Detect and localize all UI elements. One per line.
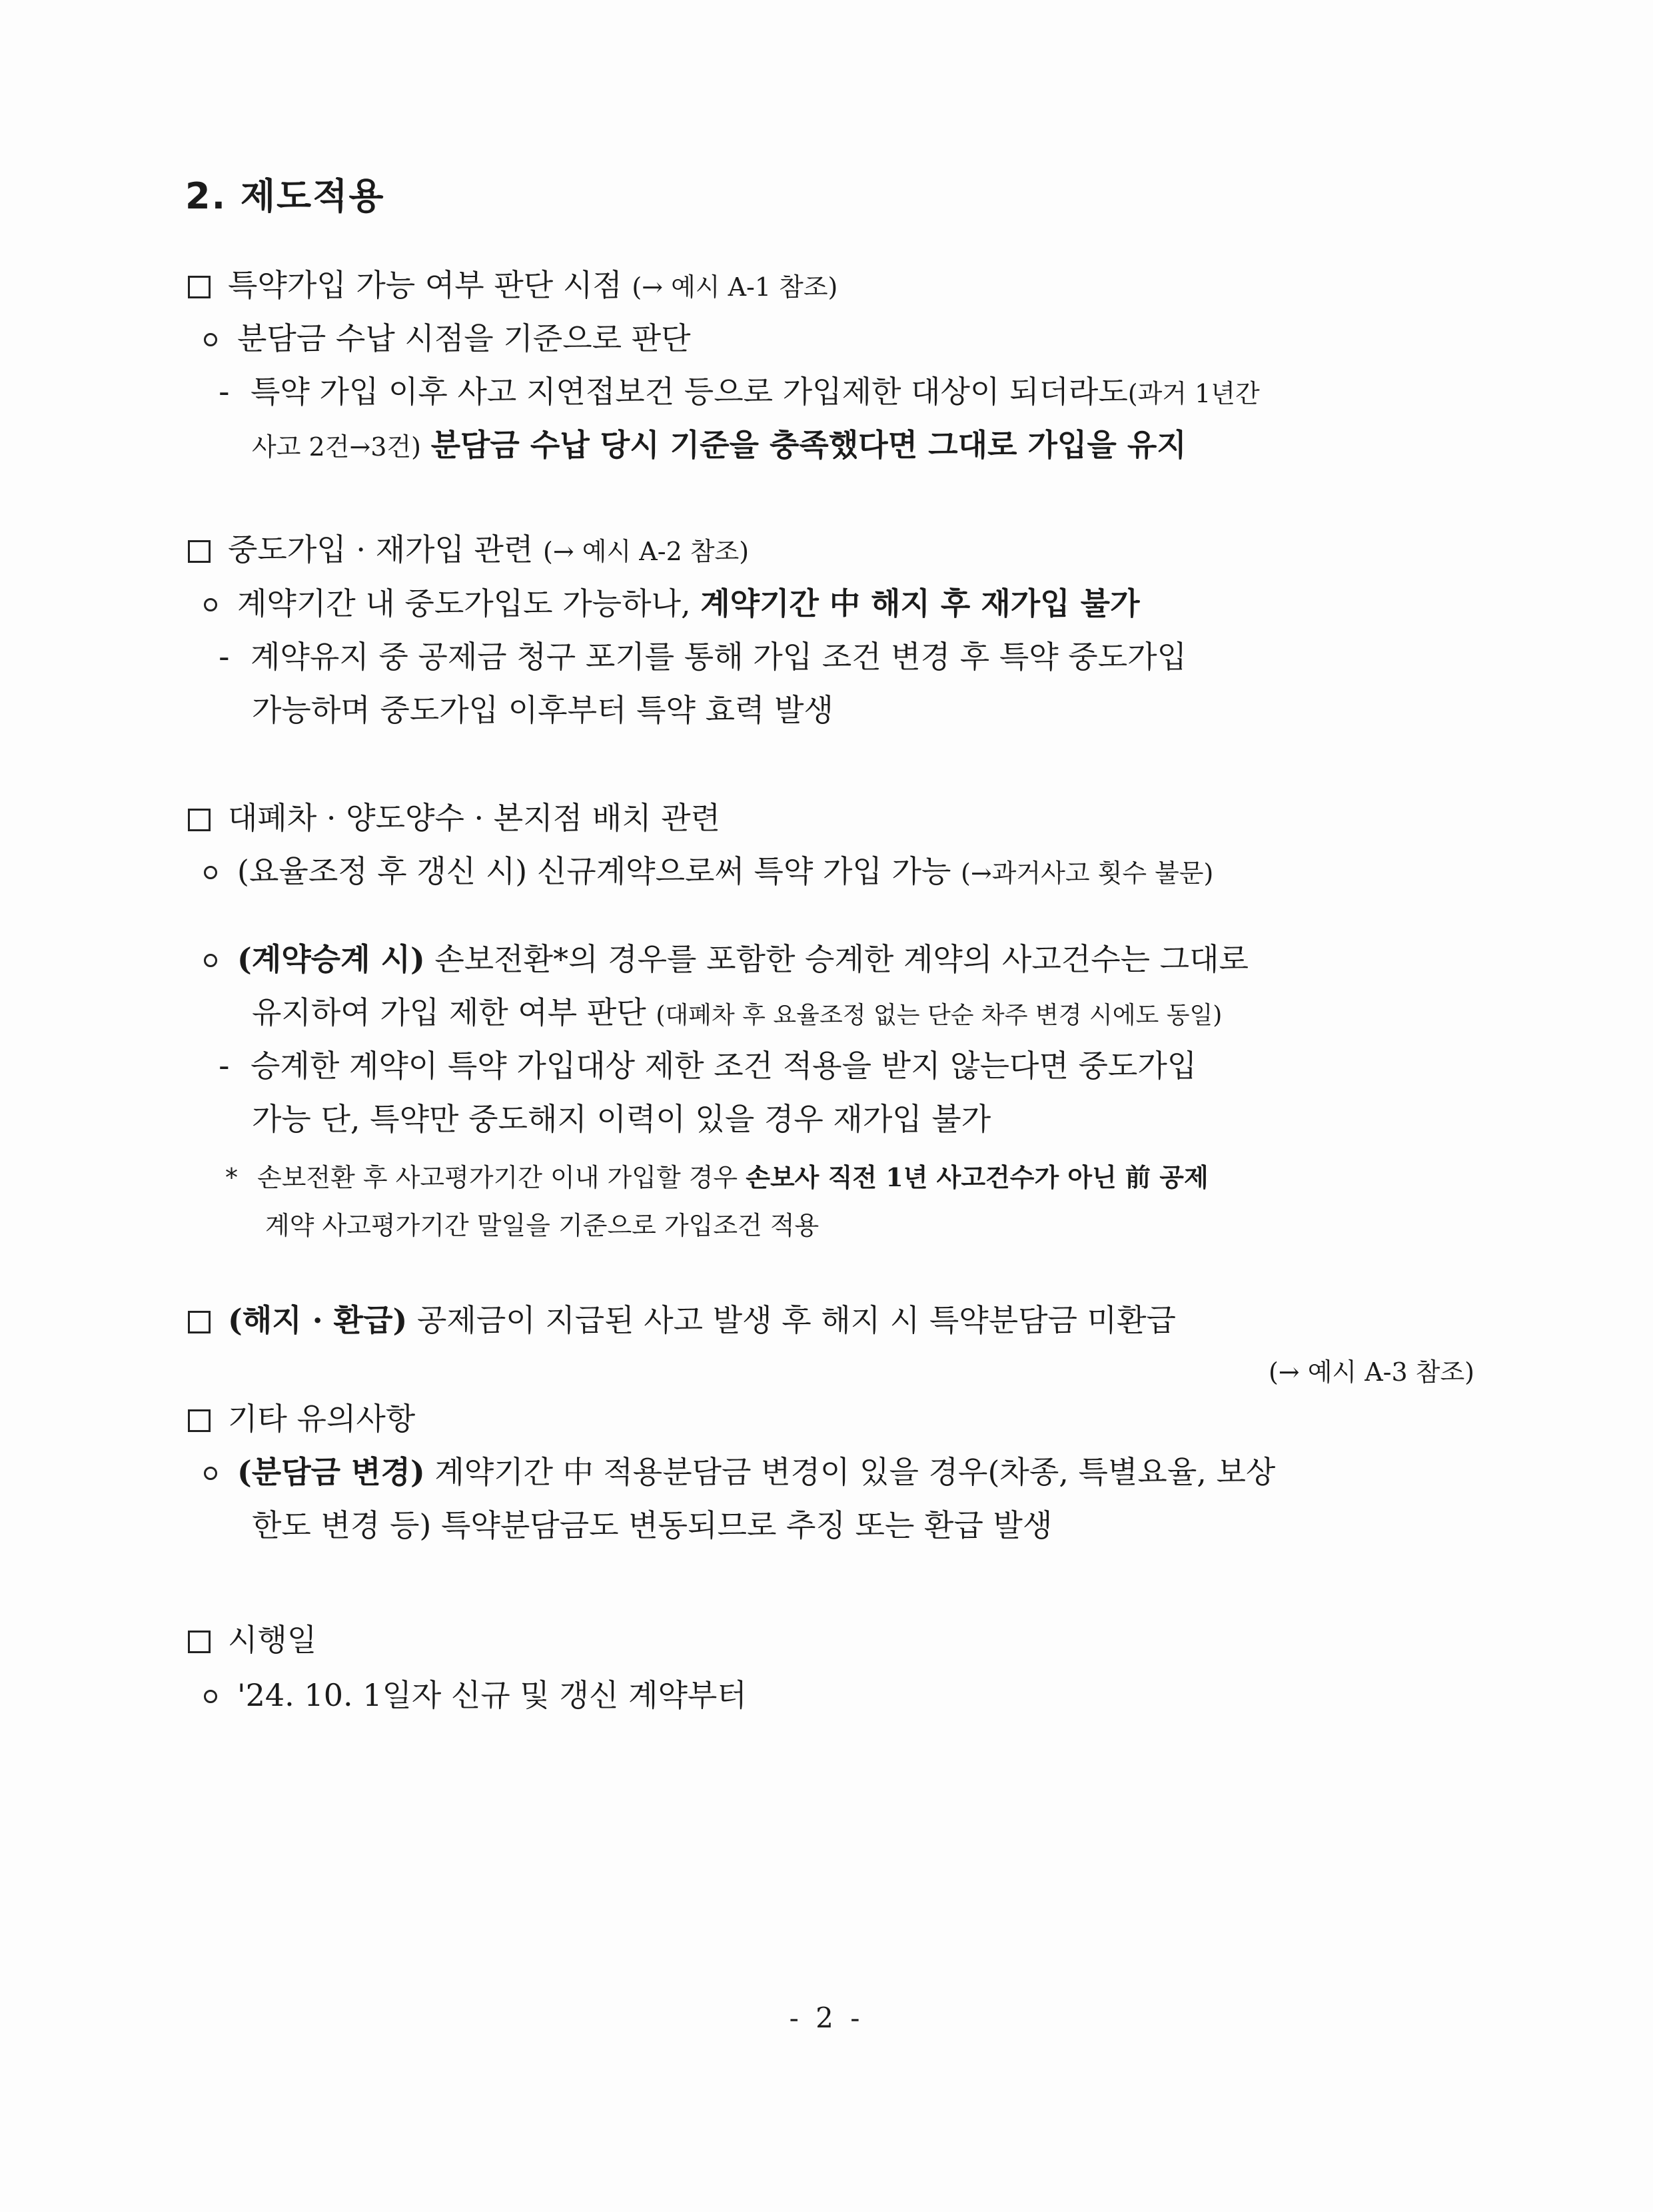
s5-c1-a: (분담금 변경) [237, 1454, 425, 1490]
asterisk-note-marker: * [225, 1163, 238, 1192]
s2-d1-cont-line [252, 690, 833, 730]
s3-c2-a: (계약승계 시) [237, 941, 425, 977]
s3-star-a: 손보전환 후 사고평가기간 이내 가입할 경우 [257, 1163, 738, 1192]
s3-c2-line [201, 939, 1249, 979]
s2-c1-b: 계약기간 中 해지 후 재가입 불가 [700, 585, 1140, 621]
s2-c1-line [201, 583, 1140, 623]
s5-title-line [188, 1399, 415, 1439]
dash-bullet: - [219, 639, 230, 675]
s3-star-b: 손보사 직전 1년 사고건수가 아닌 前 공제 [746, 1162, 1209, 1192]
s1-d1-cont-paren: 사고 2건→3건) [252, 432, 421, 462]
s3-d1-cont-line [252, 1099, 991, 1139]
s2-d1-cont: 가능하며 중도가입 이후부터 특약 효력 발생 [252, 692, 833, 728]
s3-c1-line [201, 851, 1213, 893]
s3-star-cont-line [265, 1206, 819, 1246]
s3-c1-b: (→과거사고 횟수 불문) [961, 859, 1214, 888]
s3-c2-b: 손보전환*의 경우를 포함한 승계한 계약의 사고건수는 그대로 [434, 941, 1249, 977]
circle-bullet-icon [204, 598, 217, 611]
s3-c2-cont-line [252, 992, 1222, 1036]
s5-c1-cont: 한도 변경 등) 특약분담금도 변동되므로 추징 또는 환급 발생 [252, 1507, 1053, 1543]
section-heading: 2. 제도적용 [185, 175, 385, 217]
s2-title-line [188, 530, 749, 571]
s1-ref: (→ 예시 A-1 참조) [632, 272, 838, 302]
circle-bullet-icon [204, 866, 217, 879]
s1-d1-paren: (과거 1년간 [1127, 379, 1260, 408]
s6-c1-line [201, 1675, 747, 1715]
s4-ref: (→ 예시 A-3 참조) [1268, 1357, 1474, 1387]
s3-star-cont: 계약 사고평가기간 말일을 기준으로 가입조건 적용 [265, 1211, 820, 1240]
s1-d1-text: 특약 가입 이후 사고 지연접보건 등으로 가입제한 대상이 되더라도 [251, 374, 1128, 410]
checkbox-square-icon [188, 809, 211, 831]
s6-title: 시행일 [228, 1622, 317, 1658]
s1-d1-line [219, 372, 1260, 414]
page-number: - 2 - [789, 2002, 864, 2034]
dash-bullet: - [219, 1048, 230, 1084]
s2-d1-text: 계약유지 중 공제금 청구 포기를 통해 가입 조건 변경 후 특약 중도가입 [251, 639, 1187, 675]
dash-bullet: - [219, 374, 230, 410]
s3-c1-a: (요율조정 후 갱신 시) 신규계약으로써 특약 가입 가능 [237, 853, 951, 889]
checkbox-square-icon [188, 540, 211, 563]
circle-bullet-icon [204, 333, 217, 346]
s1-c1: 분담금 수납 시점을 기준으로 판단 [237, 320, 691, 356]
s3-d1-cont: 가능 단, 특약만 중도해지 이력이 있을 경우 재가입 불가 [252, 1101, 991, 1137]
s2-title: 중도가입 · 재가입 관련 [228, 532, 534, 567]
s4-title-line [188, 1300, 1176, 1340]
circle-bullet-icon [204, 954, 217, 967]
s1-c1-line [201, 318, 691, 358]
s1-d1-cont-text: 분담금 수납 당시 기준을 충족했다면 그대로 가입을 유지 [430, 427, 1187, 463]
s5-c1-line [201, 1452, 1275, 1492]
s3-c2-cont-b: (대폐차 후 요율조정 없는 단순 차주 변경 시에도 동일) [656, 1002, 1223, 1029]
s5-c1-b: 계약기간 中 적용분담금 변경이 있을 경우(차종, 특별요율, 보상 [434, 1454, 1276, 1490]
s1-title: 특약가입 가능 여부 판단 시점 [228, 267, 622, 303]
checkbox-square-icon [188, 1631, 211, 1653]
circle-bullet-icon [204, 1690, 217, 1703]
s2-c1-a: 계약기간 내 중도가입도 가능하나, [237, 585, 691, 621]
s6-title-line [188, 1620, 316, 1660]
s3-c2-cont-a: 유지하여 가입 제한 여부 판단 [252, 994, 646, 1030]
s2-d1-line [219, 637, 1187, 677]
s3-d1-text: 승계한 계약이 특약 가입대상 제한 조건 적용을 받지 않는다면 중도가입 [251, 1048, 1197, 1084]
s5-c1-cont-line [252, 1505, 1052, 1545]
s3-title: 대폐차 · 양도양수 · 본지점 배치 관련 [228, 800, 721, 836]
checkbox-square-icon [188, 1311, 211, 1333]
s4-title-b: 공제금이 지급된 사고 발생 후 해지 시 특약분담금 미환급 [416, 1302, 1176, 1338]
checkbox-square-icon [188, 1409, 211, 1432]
s4-ref-line [1269, 1352, 1474, 1392]
checkbox-square-icon [188, 276, 211, 298]
s3-d1-line [219, 1046, 1197, 1086]
s1-d1-cont-line [252, 425, 1187, 467]
s5-title: 기타 유의사항 [228, 1401, 416, 1437]
s6-c1: '24. 10. 1일자 신규 및 갱신 계약부터 [237, 1677, 747, 1713]
s2-ref: (→ 예시 A-2 참조) [543, 537, 750, 566]
s1-title-line [188, 265, 837, 307]
s4-title-a: (해지 · 환급) [228, 1302, 408, 1338]
s3-star-line [225, 1158, 1209, 1198]
circle-bullet-icon [204, 1467, 217, 1480]
s3-title-line [188, 798, 720, 838]
